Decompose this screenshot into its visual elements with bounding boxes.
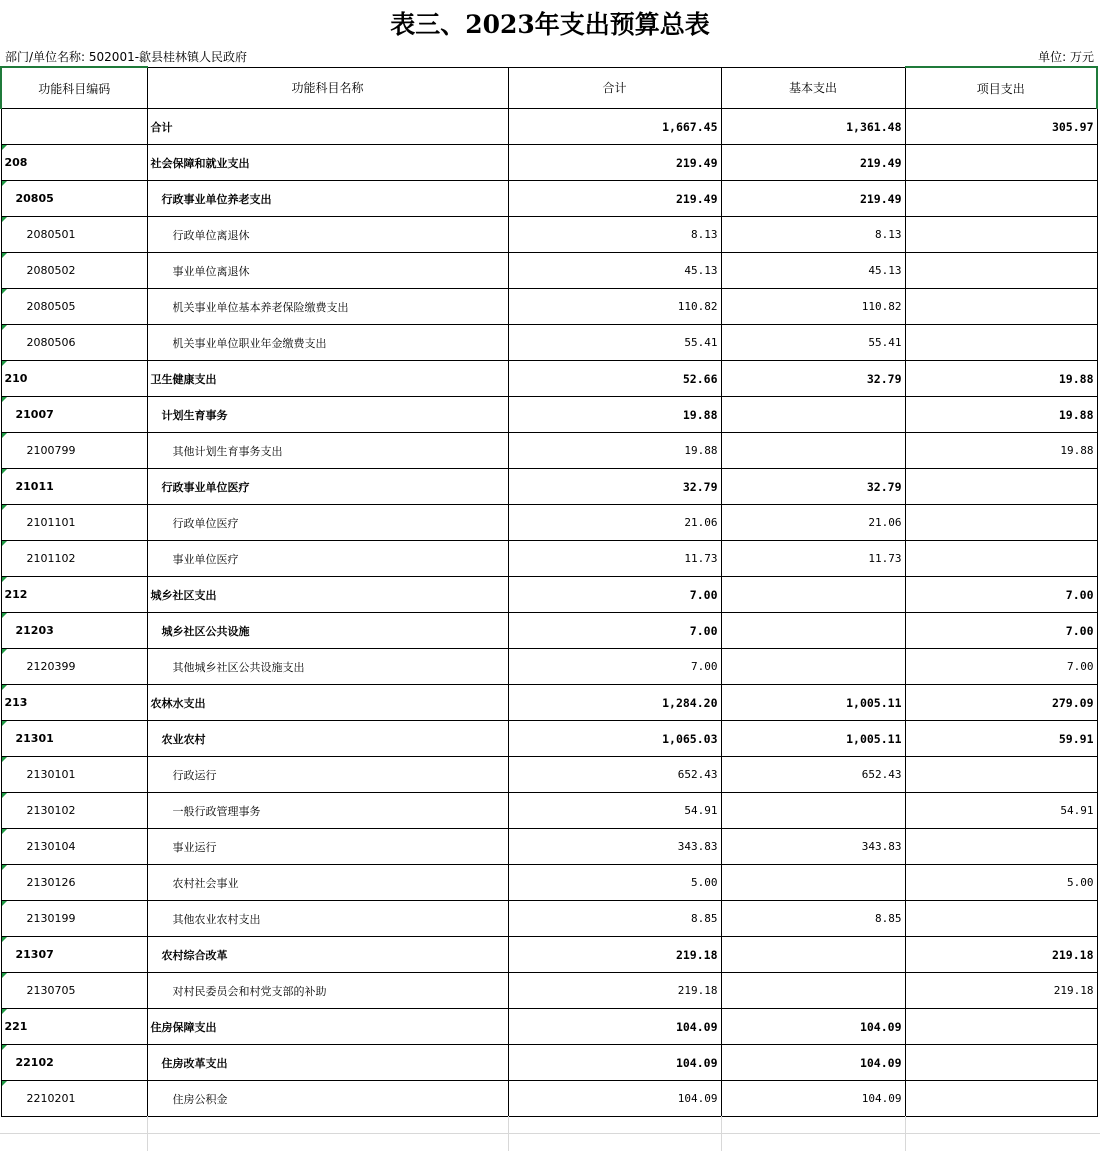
table-row (1, 793, 1097, 829)
table-row (1, 325, 1097, 361)
project-cell[interactable] (905, 1045, 1097, 1081)
total-cell[interactable]: 1,667.45 (508, 109, 721, 145)
basic-cell[interactable]: 343.83 (721, 829, 905, 865)
budget-table-container (0, 66, 1098, 1117)
table-row (1, 1081, 1097, 1117)
table-row (1, 253, 1097, 289)
name-cell[interactable]: 行政运行 (147, 757, 508, 793)
total-cell[interactable]: 104.09 (508, 1045, 721, 1081)
total-cell[interactable]: 219.49 (508, 181, 721, 217)
table-row (1, 685, 1097, 721)
code-cell[interactable]: 212 (1, 577, 147, 613)
code-cell[interactable]: 2130102 (1, 793, 147, 829)
total-cell[interactable]: 7.00 (508, 649, 721, 685)
project-cell[interactable]: 219.18 (905, 937, 1097, 973)
table-row (1, 181, 1097, 217)
empty-grid-col (721, 1116, 722, 1151)
table-row (1, 865, 1097, 901)
code-cell[interactable]: 2130199 (1, 901, 147, 937)
basic-cell[interactable] (721, 865, 905, 901)
project-cell[interactable]: 19.88 (905, 361, 1097, 397)
project-cell[interactable] (905, 757, 1097, 793)
total-cell[interactable]: 652.43 (508, 757, 721, 793)
code-cell[interactable]: 2130126 (1, 865, 147, 901)
name-cell[interactable]: 农村社会事业 (147, 865, 508, 901)
basic-cell[interactable] (721, 397, 905, 433)
empty-grid-col (147, 1116, 148, 1151)
table-row (1, 937, 1097, 973)
basic-cell[interactable]: 104.09 (721, 1045, 905, 1081)
code-cell[interactable]: 2130101 (1, 757, 147, 793)
code-cell[interactable]: 213 (1, 685, 147, 721)
table-row (1, 433, 1097, 469)
table-row (1, 1045, 1097, 1081)
header-name[interactable]: 功能科目名称 (147, 67, 508, 109)
basic-cell[interactable]: 8.85 (721, 901, 905, 937)
code-cell[interactable]: 208 (1, 145, 147, 181)
code-cell[interactable] (1, 109, 147, 145)
name-cell[interactable]: 事业运行 (147, 829, 508, 865)
table-header-row (1, 67, 1097, 109)
name-cell[interactable]: 对村民委员会和村党支部的补助 (147, 973, 508, 1009)
name-cell[interactable]: 行政单位医疗 (147, 505, 508, 541)
unit-label: 单位: 万元 (1038, 50, 1094, 64)
page-title: 表三、2023年支出预算总表 (390, 10, 710, 39)
code-cell[interactable]: 2210201 (1, 1081, 147, 1117)
name-cell[interactable]: 行政事业单位医疗 (147, 469, 508, 505)
total-cell[interactable]: 343.83 (508, 829, 721, 865)
header-code[interactable]: 功能科目编码 (1, 67, 147, 109)
project-cell[interactable] (905, 469, 1097, 505)
name-cell[interactable]: 计划生育事务 (147, 397, 508, 433)
project-cell[interactable] (905, 325, 1097, 361)
basic-cell[interactable] (721, 613, 905, 649)
total-cell[interactable]: 52.66 (508, 361, 721, 397)
header-basic[interactable]: 基本支出 (721, 67, 905, 109)
basic-cell[interactable]: 219.49 (721, 145, 905, 181)
project-cell[interactable] (905, 901, 1097, 937)
code-cell[interactable]: 221 (1, 1009, 147, 1045)
total-cell[interactable]: 32.79 (508, 469, 721, 505)
code-cell[interactable]: 21011 (1, 469, 147, 505)
code-cell[interactable]: 21301 (1, 721, 147, 757)
total-cell[interactable]: 1,284.20 (508, 685, 721, 721)
header-total[interactable]: 合计 (508, 67, 721, 109)
basic-cell[interactable] (721, 577, 905, 613)
total-cell[interactable]: 7.00 (508, 577, 721, 613)
project-cell[interactable]: 305.97 (905, 109, 1097, 145)
total-cell[interactable]: 45.13 (508, 253, 721, 289)
project-cell[interactable]: 7.00 (905, 577, 1097, 613)
name-cell[interactable]: 机关事业单位基本养老保险缴费支出 (147, 289, 508, 325)
name-cell[interactable]: 农村综合改革 (147, 937, 508, 973)
basic-cell[interactable]: 104.09 (721, 1081, 905, 1117)
total-cell[interactable]: 219.18 (508, 973, 721, 1009)
code-cell[interactable]: 2080505 (1, 289, 147, 325)
table-row (1, 217, 1097, 253)
project-cell[interactable]: 19.88 (905, 433, 1097, 469)
basic-cell[interactable] (721, 649, 905, 685)
name-cell[interactable]: 其他农业农村支出 (147, 901, 508, 937)
table-row (1, 469, 1097, 505)
code-cell[interactable]: 2101101 (1, 505, 147, 541)
project-cell[interactable]: 19.88 (905, 397, 1097, 433)
basic-cell[interactable] (721, 973, 905, 1009)
total-cell[interactable]: 104.09 (508, 1081, 721, 1117)
project-cell[interactable]: 219.18 (905, 973, 1097, 1009)
code-cell[interactable]: 2080502 (1, 253, 147, 289)
total-cell[interactable]: 8.85 (508, 901, 721, 937)
table-row (1, 145, 1097, 181)
total-cell[interactable]: 55.41 (508, 325, 721, 361)
project-cell[interactable] (905, 145, 1097, 181)
basic-cell[interactable]: 8.13 (721, 217, 905, 253)
table-row (1, 973, 1097, 1009)
project-cell[interactable] (905, 829, 1097, 865)
project-cell[interactable] (905, 181, 1097, 217)
code-cell[interactable]: 21307 (1, 937, 147, 973)
code-cell[interactable]: 2130705 (1, 973, 147, 1009)
basic-cell[interactable]: 110.82 (721, 289, 905, 325)
project-cell[interactable]: 54.91 (905, 793, 1097, 829)
name-cell[interactable]: 住房公积金 (147, 1081, 508, 1117)
name-cell[interactable]: 住房保障支出 (147, 1009, 508, 1045)
name-cell[interactable]: 行政事业单位养老支出 (147, 181, 508, 217)
basic-cell[interactable]: 55.41 (721, 325, 905, 361)
code-cell[interactable]: 2100799 (1, 433, 147, 469)
project-cell[interactable] (905, 253, 1097, 289)
table-row (1, 757, 1097, 793)
basic-cell[interactable]: 32.79 (721, 469, 905, 505)
basic-cell[interactable]: 219.49 (721, 181, 905, 217)
name-cell[interactable]: 城乡社区支出 (147, 577, 508, 613)
table-row (1, 829, 1097, 865)
project-cell[interactable] (905, 289, 1097, 325)
project-cell[interactable] (905, 217, 1097, 253)
basic-cell[interactable] (721, 433, 905, 469)
name-cell[interactable]: 机关事业单位职业年金缴费支出 (147, 325, 508, 361)
name-cell[interactable]: 行政单位离退休 (147, 217, 508, 253)
department-label: 部门/单位名称: 502001-歙县桂林镇人民政府 (5, 50, 248, 64)
table-row (1, 613, 1097, 649)
code-cell[interactable]: 2080501 (1, 217, 147, 253)
code-cell[interactable]: 2080506 (1, 325, 147, 361)
sheet-subheader (0, 48, 1100, 66)
code-cell[interactable]: 21203 (1, 613, 147, 649)
name-cell[interactable]: 卫生健康支出 (147, 361, 508, 397)
basic-cell[interactable]: 652.43 (721, 757, 905, 793)
total-cell[interactable]: 19.88 (508, 433, 721, 469)
name-cell[interactable]: 事业单位医疗 (147, 541, 508, 577)
basic-cell[interactable] (721, 937, 905, 973)
name-cell[interactable]: 事业单位离退休 (147, 253, 508, 289)
project-cell[interactable]: 7.00 (905, 613, 1097, 649)
project-cell[interactable] (905, 541, 1097, 577)
code-cell[interactable]: 2130104 (1, 829, 147, 865)
table-row (1, 289, 1097, 325)
table-row (1, 361, 1097, 397)
name-cell[interactable]: 城乡社区公共设施 (147, 613, 508, 649)
table-row (1, 721, 1097, 757)
empty-grid-col (905, 1116, 906, 1151)
table-row (1, 397, 1097, 433)
project-cell[interactable]: 7.00 (905, 649, 1097, 685)
basic-cell[interactable]: 1,005.11 (721, 721, 905, 757)
name-cell[interactable]: 其他城乡社区公共设施支出 (147, 649, 508, 685)
code-cell[interactable]: 20805 (1, 181, 147, 217)
basic-cell[interactable]: 32.79 (721, 361, 905, 397)
code-cell[interactable]: 210 (1, 361, 147, 397)
table-row (1, 649, 1097, 685)
total-cell[interactable]: 219.49 (508, 145, 721, 181)
total-cell[interactable]: 219.18 (508, 937, 721, 973)
total-cell[interactable]: 54.91 (508, 793, 721, 829)
table-row (1, 109, 1097, 145)
budget-table (0, 66, 1098, 1117)
code-cell[interactable]: 21007 (1, 397, 147, 433)
total-cell[interactable]: 110.82 (508, 289, 721, 325)
table-row (1, 901, 1097, 937)
basic-cell[interactable]: 1,361.48 (721, 109, 905, 145)
empty-grid-col (508, 1116, 509, 1151)
project-cell[interactable] (905, 1081, 1097, 1117)
project-cell[interactable]: 59.91 (905, 721, 1097, 757)
name-cell[interactable]: 合计 (147, 109, 508, 145)
basic-cell[interactable]: 45.13 (721, 253, 905, 289)
table-row (1, 505, 1097, 541)
total-cell[interactable]: 7.00 (508, 613, 721, 649)
total-cell[interactable]: 21.06 (508, 505, 721, 541)
basic-cell[interactable]: 11.73 (721, 541, 905, 577)
table-row (1, 577, 1097, 613)
name-cell[interactable]: 住房改革支出 (147, 1045, 508, 1081)
code-cell[interactable]: 22102 (1, 1045, 147, 1081)
code-cell[interactable]: 2120399 (1, 649, 147, 685)
table-row (1, 541, 1097, 577)
name-cell[interactable]: 一般行政管理事务 (147, 793, 508, 829)
total-cell[interactable]: 8.13 (508, 217, 721, 253)
table-row (1, 1009, 1097, 1045)
basic-cell[interactable]: 21.06 (721, 505, 905, 541)
name-cell[interactable]: 其他计划生育事务支出 (147, 433, 508, 469)
basic-cell[interactable] (721, 793, 905, 829)
empty-grid-line (0, 1133, 1100, 1134)
name-cell[interactable]: 社会保障和就业支出 (147, 145, 508, 181)
name-cell[interactable]: 农林水支出 (147, 685, 508, 721)
project-cell[interactable]: 5.00 (905, 865, 1097, 901)
project-cell[interactable] (905, 505, 1097, 541)
total-cell[interactable]: 5.00 (508, 865, 721, 901)
total-cell[interactable]: 1,065.03 (508, 721, 721, 757)
total-cell[interactable]: 104.09 (508, 1009, 721, 1045)
project-cell[interactable] (905, 1009, 1097, 1045)
project-cell[interactable]: 279.09 (905, 685, 1097, 721)
basic-cell[interactable]: 1,005.11 (721, 685, 905, 721)
total-cell[interactable]: 19.88 (508, 397, 721, 433)
name-cell[interactable]: 农业农村 (147, 721, 508, 757)
header-project[interactable]: 项目支出 (905, 67, 1097, 109)
total-cell[interactable]: 11.73 (508, 541, 721, 577)
code-cell[interactable]: 2101102 (1, 541, 147, 577)
basic-cell[interactable]: 104.09 (721, 1009, 905, 1045)
